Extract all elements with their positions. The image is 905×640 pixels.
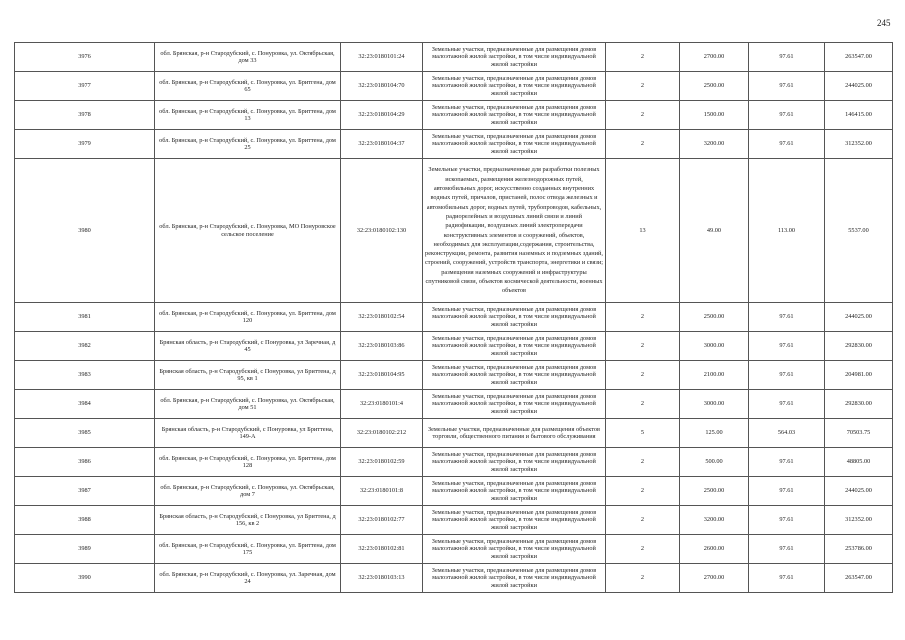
specific-value-cell: 97.61	[749, 303, 825, 332]
table-row	[15, 159, 893, 303]
row-number-cell: 3977	[15, 72, 155, 101]
table-row	[15, 101, 893, 130]
cadastral-value-cell: 312352.00	[825, 506, 893, 535]
specific-value-cell: 97.61	[749, 43, 825, 72]
land-use-cell: Земельные участки, предназначенные для размещения домов малоэтажной жилой застройки, в том числе индивидуальной жилой застройки	[423, 506, 606, 535]
land-use-cell: Земельные участки, предназначенные для размещения домов малоэтажной жилой застройки, в том числе индивидуальной жилой застройки	[423, 43, 606, 72]
area-cell: 1500.00	[680, 101, 749, 130]
cadastral-value-cell: 48805.00	[825, 448, 893, 477]
address-cell: обл. Брянская, р-н Стародубский, с. Понуровка, ул. Бриттена, дом 120	[155, 303, 341, 332]
table-row	[15, 332, 893, 361]
area-cell: 2700.00	[680, 43, 749, 72]
area-cell: 3000.00	[680, 390, 749, 419]
address-cell: Брянская область, р-н Стародубский, с Понуровка, ул Бриттена, 149-А	[155, 419, 341, 448]
area-cell: 2500.00	[680, 72, 749, 101]
group-number-cell: 2	[606, 130, 680, 159]
row-number-cell: 3987	[15, 477, 155, 506]
address-cell: обл. Брянская, р-н Стародубский, с. Понуровка, ул. Октябрьская, дом 51	[155, 390, 341, 419]
specific-value-cell: 97.61	[749, 477, 825, 506]
specific-value-cell: 97.61	[749, 101, 825, 130]
area-cell: 500.00	[680, 448, 749, 477]
specific-value-cell: 97.61	[749, 390, 825, 419]
group-number-cell: 2	[606, 390, 680, 419]
group-number-cell: 2	[606, 564, 680, 593]
cadastral-value-cell: 292830.00	[825, 390, 893, 419]
address-cell: обл. Брянская, р-н Стародубский, с. Понуровка, ул. Заречная, дом 24	[155, 564, 341, 593]
group-number-cell: 2	[606, 332, 680, 361]
land-registry-table	[14, 42, 893, 593]
cadastral-value-cell: 244025.00	[825, 303, 893, 332]
group-number-cell: 5	[606, 419, 680, 448]
cadastral-value-cell: 204981.00	[825, 361, 893, 390]
table-row	[15, 448, 893, 477]
specific-value-cell: 97.61	[749, 535, 825, 564]
row-number-cell: 3976	[15, 43, 155, 72]
address-cell: Брянская область, р-н Стародубский, с Понуровка, ул Бриттена, д 156, кв 2	[155, 506, 341, 535]
address-cell: обл. Брянская, р-н Стародубский, с. Понуровка, ул. Бриттена, дом 25	[155, 130, 341, 159]
row-number-cell: 3983	[15, 361, 155, 390]
address-cell: Брянская область, р-н Стародубский, с Понуровка, ул Бриттена, д 95, кв 1	[155, 361, 341, 390]
table-row	[15, 303, 893, 332]
area-cell: 2500.00	[680, 303, 749, 332]
table-row	[15, 419, 893, 448]
table-row	[15, 43, 893, 72]
row-number-cell: 3986	[15, 448, 155, 477]
table-row	[15, 564, 893, 593]
cadastral-value-cell: 292830.00	[825, 332, 893, 361]
row-number-cell: 3988	[15, 506, 155, 535]
specific-value-cell: 97.61	[749, 448, 825, 477]
address-cell: обл. Брянская, р-н Стародубский, с. Понуровка, ул. Бритгена, дом 65	[155, 72, 341, 101]
row-number-cell: 3982	[15, 332, 155, 361]
group-number-cell: 2	[606, 361, 680, 390]
table-row	[15, 72, 893, 101]
group-number-cell: 2	[606, 448, 680, 477]
cadastral-value-cell: 244025.00	[825, 72, 893, 101]
table-row	[15, 390, 893, 419]
specific-value-cell: 97.61	[749, 72, 825, 101]
address-cell: Брянская область, р-н Стародубский, с Понуровка, ул Заречная, д 45	[155, 332, 341, 361]
table-body	[15, 43, 893, 593]
table-row	[15, 506, 893, 535]
page-number: 245	[877, 18, 891, 28]
group-number-cell: 2	[606, 43, 680, 72]
row-number-cell: 3979	[15, 130, 155, 159]
area-cell: 3200.00	[680, 506, 749, 535]
land-use-cell: Земельные участки, предназначенные для размещения домов малоэтажной жилой застройки, в том числе индивидуальной жилой застройки	[423, 535, 606, 564]
group-number-cell: 2	[606, 101, 680, 130]
area-cell: 3000.00	[680, 332, 749, 361]
land-use-cell: Земельные участки, предназначенные для размещения домов малоэтажной жилой застройки, в том числе индивидуальной жилой застройки	[423, 303, 606, 332]
cadastral-value-cell: 263547.00	[825, 564, 893, 593]
cadastral-number-cell: 32:23:0180102:59	[341, 448, 423, 477]
cadastral-value-cell: 312352.00	[825, 130, 893, 159]
cadastral-value-cell: 253786.00	[825, 535, 893, 564]
specific-value-cell: 97.61	[749, 564, 825, 593]
row-number-cell: 3978	[15, 101, 155, 130]
cadastral-number-cell: 32:23:0180101:24	[341, 43, 423, 72]
row-number-cell: 3990	[15, 564, 155, 593]
land-use-cell: Земельные участки, предназначенные для размещения домов малоэтажной жилой застройки, в том числе индивидуальной жилой застройки	[423, 564, 606, 593]
cadastral-number-cell: 32:23:0180104:37	[341, 130, 423, 159]
cadastral-value-cell: 5537.00	[825, 159, 893, 303]
specific-value-cell: 97.61	[749, 506, 825, 535]
cadastral-number-cell: 32:23:0180104:29	[341, 101, 423, 130]
land-use-cell: Земельные участки, предназначенные для размещения домов малоэтажной жилой застройки, в том числе индивидуальной жилой застройки	[423, 390, 606, 419]
row-number-cell: 3984	[15, 390, 155, 419]
cadastral-number-cell: 32:23:0180101:8	[341, 477, 423, 506]
address-cell: обл. Брянская, р-н Стародубский, с. Понуровка, ул. Бриттена, дом 128	[155, 448, 341, 477]
area-cell: 2700.00	[680, 564, 749, 593]
cadastral-number-cell: 32:23:0180102:212	[341, 419, 423, 448]
land-use-cell: Земельные участки, предназначенные для размещения домов малоэтажной жилой застройки, в том числе индивидуальной жилой застройки	[423, 332, 606, 361]
area-cell: 2100.00	[680, 361, 749, 390]
area-cell: 2500.00	[680, 477, 749, 506]
address-cell: обл. Брянская, р-н Стародубский, с. Понуровка, ул. Октябрьская, дом 33	[155, 43, 341, 72]
specific-value-cell: 113.00	[749, 159, 825, 303]
table-row	[15, 130, 893, 159]
address-cell: обл. Брянская, р-н Стародубский, с. Понуровка, ул. Бриттена, дом 175	[155, 535, 341, 564]
land-use-cell: Земельные участки, предназначенные для размещения домов малоэтажной жилой застройки, в том числе индивидуальной жилой застройки	[423, 361, 606, 390]
land-use-cell: Земельные участки, предназначенные для размещения домов малоэтажной жилой застройки, в том числе индивидуальной жилой застройки	[423, 477, 606, 506]
land-use-cell: Земельные участки, предназначенные для размещения домов малоэтажной жилой застройки, в том числе индивидуальной жилой застройки	[423, 448, 606, 477]
cadastral-value-cell: 244025.00	[825, 477, 893, 506]
area-cell: 125.00	[680, 419, 749, 448]
row-number-cell: 3985	[15, 419, 155, 448]
land-use-cell: Земельные участки, предназначенные для разработки полезных ископаемых, размещения железнодорожных путей, автомобильных дорог, искусственно созданных внутренних водных путей, причалов, пристаней, полос отвода железных и автомобильных дорог, водных путей, трубопроводов, кабельных, радиорелейных и воздушных линий связи и линий радиофикации, воздушных линий электропередачи конструктивных элементов и сооружений, объектов, необходимых для эксплуатации,содержания, строительства, реконструкции, ремонта, развития наземных и подземных зданий, строений, сооружений, устройств транспорта, энергетики и связи; размещения наземных сооружений и инфраструктуры спутниковой связи, объектов космической деятельности, военных объектов	[423, 159, 606, 303]
area-cell: 49.00	[680, 159, 749, 303]
table-row	[15, 477, 893, 506]
cadastral-number-cell: 32:23:0180102:77	[341, 506, 423, 535]
cadastral-number-cell: 32:23:0180101:4	[341, 390, 423, 419]
specific-value-cell: 97.61	[749, 332, 825, 361]
group-number-cell: 2	[606, 72, 680, 101]
cadastral-number-cell: 32:23:0180102:54	[341, 303, 423, 332]
cadastral-number-cell: 32:23:0180102:81	[341, 535, 423, 564]
address-cell: обл. Брянская, р-н Стародубский, с. Понуровка, ул. Бриттена, дом 13	[155, 101, 341, 130]
cadastral-number-cell: 32:23:0180103:86	[341, 332, 423, 361]
row-number-cell: 3981	[15, 303, 155, 332]
row-number-cell: 3980	[15, 159, 155, 303]
area-cell: 3200.00	[680, 130, 749, 159]
row-number-cell: 3989	[15, 535, 155, 564]
group-number-cell: 2	[606, 506, 680, 535]
cadastral-value-cell: 70503.75	[825, 419, 893, 448]
cadastral-number-cell: 32:23:0180102:130	[341, 159, 423, 303]
table-row	[15, 535, 893, 564]
specific-value-cell: 97.61	[749, 361, 825, 390]
cadastral-number-cell: 32:23:0180104:70	[341, 72, 423, 101]
land-use-cell: Земельные участки, предназначенные для размещения домов малоэтажной жилой застройки, в том числе индивидуальной жилой застройки	[423, 72, 606, 101]
table-row	[15, 361, 893, 390]
specific-value-cell: 564.03	[749, 419, 825, 448]
cadastral-value-cell: 146415.00	[825, 101, 893, 130]
address-cell: обл. Брянская, р-н Стародубский, с. Понуровка, ул. Октябрьская, дом 7	[155, 477, 341, 506]
land-use-cell: Земельные участки, предназначенные для размещения объектов торговли, общественного питания и бытового обслуживания	[423, 419, 606, 448]
cadastral-number-cell: 32:23:0180104:95	[341, 361, 423, 390]
cadastral-number-cell: 32:23:0180103:13	[341, 564, 423, 593]
group-number-cell: 2	[606, 303, 680, 332]
group-number-cell: 2	[606, 535, 680, 564]
cadastral-value-cell: 263547.00	[825, 43, 893, 72]
address-cell: обл. Брянская, р-н Стародубский, с. Понуровка, МО Понуровское сельское поселение	[155, 159, 341, 303]
group-number-cell: 2	[606, 477, 680, 506]
land-use-cell: Земельные участки, предназначенные для размещения домов малоэтажной жилой застройки, в том числе индивидуальной жилой застройки	[423, 130, 606, 159]
group-number-cell: 13	[606, 159, 680, 303]
area-cell: 2600.00	[680, 535, 749, 564]
land-use-cell: Земельные участки, предназначенные для размещения домов малоэтажной жилой застройки, в том числе индивидуальной жилой застройки	[423, 101, 606, 130]
specific-value-cell: 97.61	[749, 130, 825, 159]
